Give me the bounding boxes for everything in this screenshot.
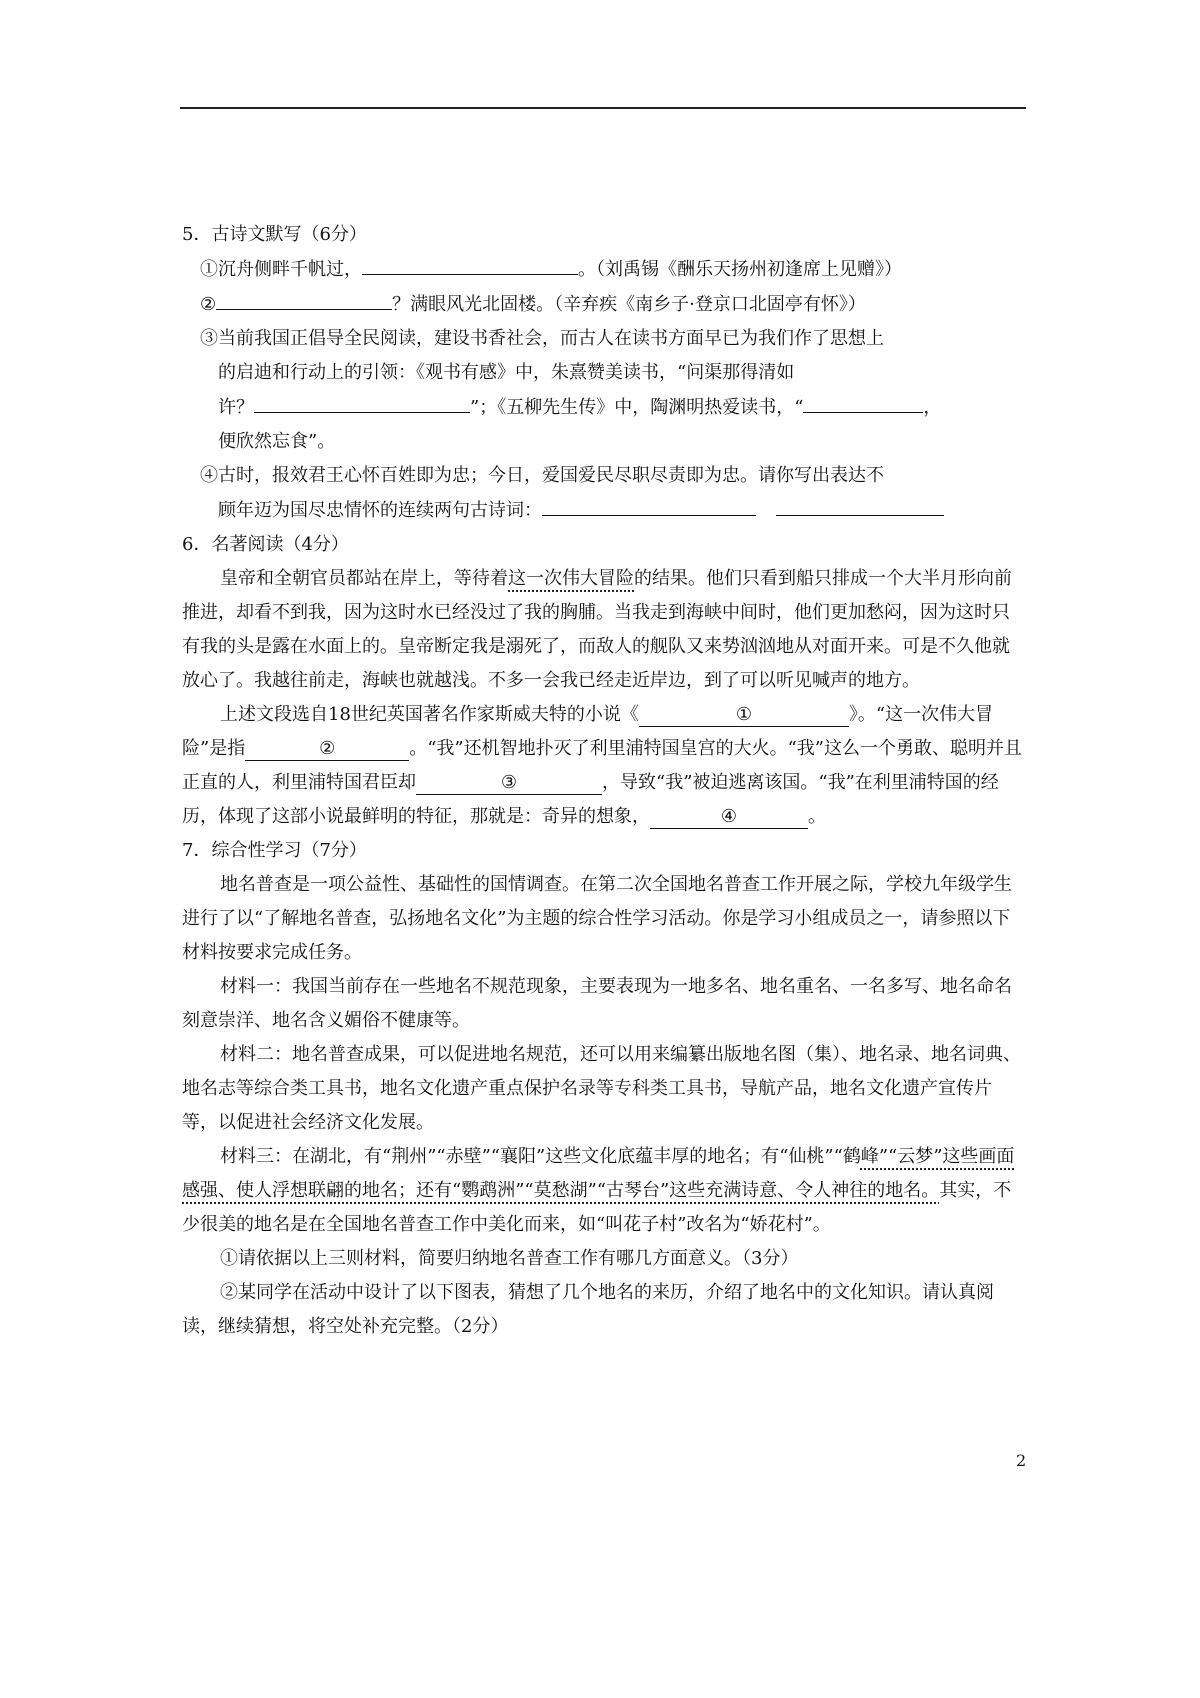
q7-material-3-a: 材料三：在湖北，有“荆州”“赤壁”“襄阳”这些文化底蕴丰厚的地名；有“仙桃”“鹤 — [220, 1146, 861, 1167]
q5-item-4-line2: 顾年迈为国尽忠情怀的连续两句古诗词： — [218, 500, 542, 521]
q5-item-4 — [182, 459, 1025, 528]
page-content — [182, 218, 1025, 1344]
answer-blank[interactable] — [803, 390, 923, 413]
q5-item-3-line3-c: ， — [923, 397, 942, 418]
q5-item-3-line4: 便欣然忘食”。 — [218, 431, 336, 452]
answer-blank[interactable] — [542, 493, 756, 516]
q7-task-1: ①请依据以上三则材料，简要归纳地名普查工作有哪几方面意义。（3分） — [220, 1248, 799, 1269]
page-number: 2 — [1016, 1451, 1027, 1470]
q5-title: 5．古诗文默写（6分） — [182, 224, 367, 245]
q5-item-1-before: ①沉舟侧畔千帆过， — [200, 259, 362, 280]
q6-passage — [182, 562, 1025, 698]
q5-item-2-after: ？满眼风光北固楼。（辛弃疾《南乡子·登京口北固亭有怀》） — [392, 294, 866, 315]
answer-blank[interactable] — [776, 493, 944, 516]
answer-blank-4[interactable] — [650, 806, 808, 829]
q6-question-d: ，导致“我”被迫逃离该国。“我”在利里浦特国的经历，体现了这部小说最鲜明的特征，那就是：奇异的想象， — [182, 772, 999, 827]
q6-passage-b: 的结果。他们只看到船只排成一个大半月形向前推进，却看不到我，因为这时水已经没过了我的胸脯。当我走到海峡中间时，他们更加愁闷，因为这时只有我的头是露在水面上的。皇帝断定我是溺死了，而敌人的舰队又来势汹汹地从对面开来。可是不久他就放心了。我越往前走，海峡也就越浅。不多一会我已经走近岸边，到了可以听见喊声的地方。 — [182, 568, 1012, 691]
q5-item-1-after: 。（刘禹锡《酬乐天扬州初逢席上见赠》） — [578, 259, 902, 280]
answer-blank-2[interactable] — [245, 738, 409, 761]
q5-item-2 — [182, 287, 1025, 322]
q5-item-4-line1: ④古时，报效君王心怀百姓即为忠；今日，爱国爱民尽职尽责即为忠。请你写出表达不 — [200, 465, 884, 486]
answer-blank-3[interactable] — [416, 772, 602, 795]
q5-item-2-before: ② — [200, 294, 217, 315]
blank-number: ① — [735, 704, 752, 725]
q7-material-1: 材料一：我国当前存在一些地名不规范现象，主要表现为一地多名、地名重名、一名多写、地名命名刻意崇洋、地名含义媚俗不健康等。 — [182, 976, 1012, 1031]
q5-item-3-line3-b: ”；《五柳先生传》中，陶渊明热爱读书，“ — [470, 397, 804, 418]
q7-task-2: ②某同学在活动中设计了以下图表，猜想了几个地名的来历，介绍了地名中的文化知识。请认真阅读，继续猜想，将空处补充完整。（2分） — [182, 1282, 994, 1337]
q7-title: 7．综合性学习（7分） — [182, 840, 367, 861]
answer-blank[interactable] — [362, 252, 578, 275]
q5-item-3-line3-a: 许？ — [218, 397, 254, 418]
answer-blank[interactable] — [254, 390, 470, 413]
q6-question-e: 。 — [808, 806, 826, 827]
q6-question-b: 》。“这一次伟大冒险”是指 — [182, 704, 994, 759]
q6-question-c: 。“我”还机智地扑灭了利里浦特国皇宫的大火。“我”这么一个勇敢、聪明并且正直的人，利里浦特国君臣却 — [182, 738, 1023, 793]
q7-material-3-emphasis: 峰”“云梦”这些画面感强、使人浮想联翩的地名；还有“鹦鹉洲”“莫愁湖”“古琴台”这些充满诗意、令人神往的地名。 — [182, 1146, 1015, 1201]
blank-number: ③ — [500, 772, 518, 793]
q7-material-2: 材料二：地名普查成果，可以促进地名规范，还可以用来编纂出版地名图（集）、地名录、地名词典、地名志等综合类工具书，地名文化遗产重点保护名录等专科类工具书，导航产品，地名文化遗产宣传片等，以促进社会经济文化发展。 — [182, 1044, 1021, 1133]
blank-number: ④ — [720, 806, 738, 827]
q6-title: 6．名著阅读（4分） — [182, 534, 349, 555]
answer-blank[interactable] — [216, 287, 392, 310]
header-rule — [180, 107, 1026, 109]
q6-passage-a: 皇帝和全朝官员都站在岸上，等待着 — [220, 568, 508, 589]
q7-material-3-b: 其实，不少很美的地名是在全国地名普查工作中美化而来，如“叫花子村”改名为“娇花村”。 — [182, 1180, 1012, 1235]
q5-item-3-line1: ③当前我国正倡导全民阅读，建设书香社会，而古人在读书方面早已为我们作了思想上 — [200, 328, 884, 349]
q5-item-3-line2: 的启迪和行动上的引领：《观书有感》中，朱熹赞美读书，“问渠那得清如 — [218, 362, 795, 383]
q5-item-1 — [182, 252, 1025, 287]
q6-passage-emphasis: 这一次伟大冒险 — [508, 568, 634, 589]
answer-blank-1[interactable] — [639, 704, 849, 727]
q7-intro: 地名普查是一项公益性、基础性的国情调查。在第二次全国地名普查工作开展之际，学校九年级学生进行了以“了解地名普查，弘扬地名文化”为主题的综合性学习活动。你是学习小组成员之一，请参照以下材料按要求完成任务。 — [182, 874, 1012, 963]
q7-material-3 — [182, 1140, 1025, 1242]
q5-item-3 — [182, 322, 1025, 459]
blank-number: ② — [319, 738, 336, 759]
q6-questions — [182, 698, 1025, 834]
q6-question-a: 上述文段选自18世纪英国著名作家斯威夫特的小说《 — [220, 704, 639, 725]
